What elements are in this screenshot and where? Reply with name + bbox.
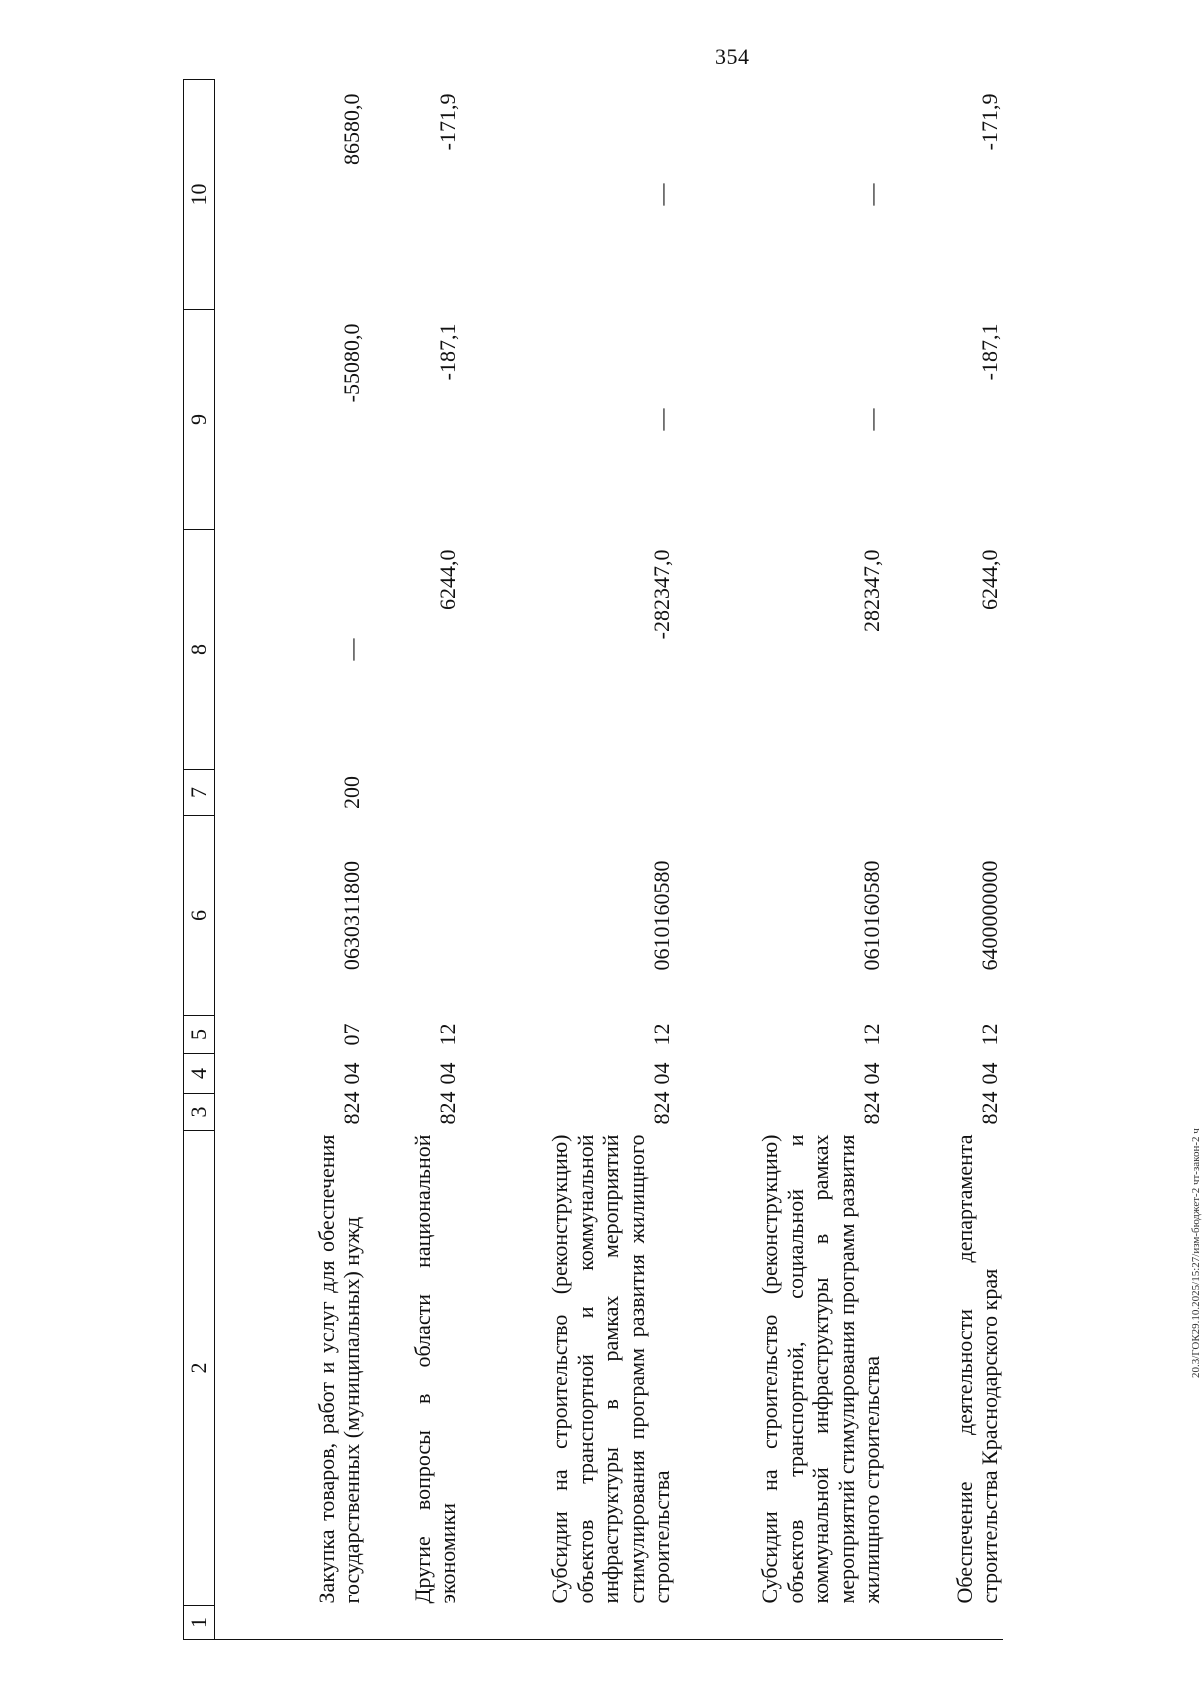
ministry-code: 824 bbox=[977, 1091, 1003, 1125]
row-number bbox=[365, 1606, 461, 1640]
amount-col8: 282347,0 bbox=[859, 549, 885, 632]
section-code: 04 bbox=[859, 1062, 885, 1085]
column-header: 2 bbox=[184, 1131, 215, 1606]
row-number bbox=[675, 1606, 885, 1640]
ministry-code: 824 bbox=[859, 1091, 885, 1125]
column-header: 7 bbox=[184, 770, 215, 816]
column-header: 6 bbox=[184, 816, 215, 1016]
table-header-row bbox=[184, 80, 215, 1640]
subsection-code: 12 bbox=[859, 1023, 885, 1046]
row-description: Субсидии на строительство (реконструкцию) объектов транспортной, социальной и коммунальной инфраструктуры в рамках мероприятий стимулирования программ развития жилищного строительства bbox=[757, 1134, 885, 1604]
ministry-code: 824 bbox=[339, 1091, 365, 1125]
target-article-code: 0630311800 bbox=[339, 860, 365, 971]
amount-col8: 6244,0 bbox=[977, 549, 1003, 610]
subsection-code: 12 bbox=[649, 1023, 675, 1046]
table-row bbox=[215, 80, 366, 1640]
section-code: 04 bbox=[649, 1062, 675, 1085]
column-header: 10 bbox=[184, 80, 215, 310]
target-article-code bbox=[365, 816, 461, 1016]
section-code: 04 bbox=[435, 1062, 461, 1085]
amount-col10: -171,9 bbox=[977, 93, 1003, 151]
amount-col10: -171,9 bbox=[435, 93, 461, 151]
amount-col8: — bbox=[339, 638, 365, 661]
column-header: 4 bbox=[184, 1054, 215, 1094]
amount-col10: — bbox=[649, 183, 675, 206]
expense-type-code: 200 bbox=[339, 776, 365, 809]
amount-col9: -187,1 bbox=[435, 323, 461, 381]
target-article-code: 0610160580 bbox=[649, 860, 675, 971]
amount-col9: -187,1 bbox=[977, 323, 1003, 381]
document-footer-code: 20.3/ГОК29.10.2025/15:27/изм-бюджет-2 чт-закон-2 ч bbox=[1190, 1128, 1202, 1378]
expense-type-code bbox=[675, 770, 885, 816]
column-header: 5 bbox=[184, 1016, 215, 1054]
target-article-code: 6400000000 bbox=[977, 860, 1003, 971]
row-number bbox=[885, 1606, 1003, 1640]
amount-col8: -282347,0 bbox=[649, 549, 675, 640]
row-description: Субсидии на строительство (реконструкцию) объектов транспортной и коммунальной инфраструктуры в рамках мероприятий стимулирования программ развития жилищного строительства bbox=[547, 1134, 675, 1604]
subsection-code: 12 bbox=[435, 1023, 461, 1046]
section-code: 04 bbox=[977, 1062, 1003, 1085]
expense-type-code bbox=[885, 770, 1003, 816]
column-header: 8 bbox=[184, 530, 215, 770]
column-header: 1 bbox=[184, 1606, 215, 1640]
table-row bbox=[365, 80, 461, 1640]
target-article-code: 0610160580 bbox=[859, 860, 885, 971]
table-row bbox=[885, 80, 1003, 1640]
budget-table bbox=[183, 79, 1003, 1640]
expense-type-code bbox=[461, 770, 675, 816]
subsection-code: 12 bbox=[977, 1023, 1003, 1046]
amount-col8: 6244,0 bbox=[435, 549, 461, 610]
row-description: Обеспечение деятельности департамента строительства Краснодарского края bbox=[951, 1134, 1003, 1604]
column-header: 3 bbox=[184, 1094, 215, 1131]
row-description: Другие вопросы в области национальной экономики bbox=[409, 1134, 461, 1604]
row-number bbox=[461, 1606, 675, 1640]
budget-table-rotated bbox=[183, 80, 1083, 1640]
amount-col10: — bbox=[859, 183, 885, 206]
expense-type-code bbox=[365, 770, 461, 816]
row-description: Закупка товаров, работ и услуг для обеспечения государственных (муниципальных) нужд bbox=[313, 1134, 365, 1604]
amount-col10: 86580,0 bbox=[339, 93, 365, 165]
row-number bbox=[215, 1606, 366, 1640]
amount-col9: — bbox=[649, 408, 675, 431]
table-row bbox=[461, 80, 675, 1640]
page-number: 354 bbox=[715, 44, 750, 69]
section-code: 04 bbox=[339, 1062, 365, 1085]
ministry-code: 824 bbox=[435, 1091, 461, 1125]
table-row bbox=[675, 80, 885, 1640]
amount-col9: -55080,0 bbox=[339, 323, 365, 403]
column-header: 9 bbox=[184, 310, 215, 530]
subsection-code: 07 bbox=[339, 1023, 365, 1046]
amount-col9: — bbox=[859, 408, 885, 431]
ministry-code: 824 bbox=[649, 1091, 675, 1125]
